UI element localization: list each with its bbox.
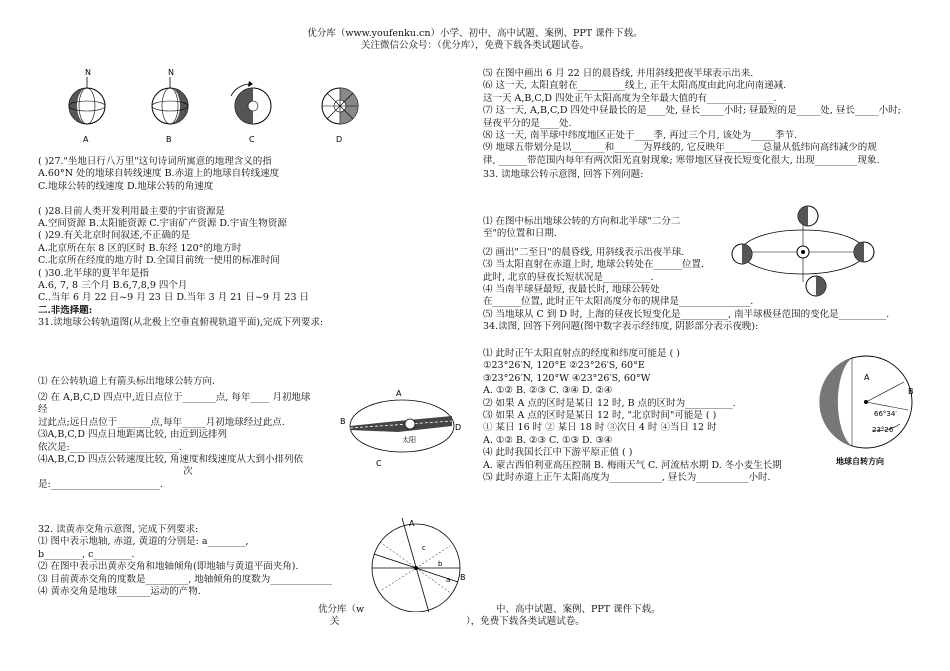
globe-c-label: C [249, 135, 255, 144]
header-line-1: 优分库（www.youfenku.cn）小学、初中、高中试题、案例、PPT 课件下载。 [307, 28, 643, 39]
q33-line: 至"的位置和日期. [483, 228, 557, 240]
q34-line: ⑶ 如果 A 点的区时是某日 12 时, "北京时间"可能是 ( ) [483, 409, 717, 421]
q34-line: A. 蒙古西伯利亚高压控制 B. 梅雨天气 C. 河流枯水期 D. 冬小麦生长期 [483, 459, 782, 471]
revolution-earth-bottom [806, 276, 826, 296]
right-line: ⑹ 这一天, 太阳直射在__________线上, 正午太阳高度由此向北向南递减. [483, 80, 787, 92]
left-line: A.6, 7, 8 三个月 B.6,7,8,9 四个月 [38, 279, 188, 291]
q31-title: 31.读地球公转轨道图(从北极上空垂直俯视轨道平面),完成下列要求: [38, 317, 324, 329]
left-questions-27-30 [38, 156, 478, 329]
rotation-label-a: A [864, 373, 870, 382]
rotation-caption: 地球自转方向 [836, 457, 884, 466]
header-line-2: 关注微信公众号：（优分库），免费下载各类试题试卷。 [360, 40, 589, 51]
left-line: C.地球公转的线速度 D.地球公转的角速度 [38, 180, 214, 192]
q34-line: A. ①② B. ②③ C. ①③ D. ③④ [483, 434, 613, 446]
q32-title: 32. 读黄赤交角示意图, 完成下列要求: [38, 524, 199, 535]
globe-c [231, 81, 271, 144]
q31-line: ⑵ 在 A,B,C,D 四点中,近日点位于_______点, 每年____ 月初地球 [38, 392, 311, 403]
right-line: 昼夜平分的是____处. [483, 117, 572, 129]
q34-line: ① 某日 16 时 ② 某日 18 时 ③次日 4 时 ④当日 12 时 [483, 422, 717, 434]
q31-line: ⑴ 在公转轨道上有箭头标出地球公转方向. [38, 376, 216, 387]
left-line: ( )27."坐地日行八万里"这句诗词所寓意的地理含义的指 [38, 156, 272, 167]
left-line: ( )29.有关北京时间叙述,不正确的是 [38, 230, 191, 242]
q33-line: ⑶ 当太阳直射在赤道上时, 地球公转处在______位置. [483, 259, 705, 271]
rotation-figure [812, 350, 922, 470]
globe-a-north-label: N [85, 68, 91, 77]
orbit-point-c: C [376, 459, 382, 468]
q34-line: ⑵ 如果 A 点的区时是某日 12 时, B 点的区时为__________. [483, 397, 736, 409]
obliquity-figure [360, 512, 472, 612]
right-line: ⑼ 地球五带划分是以_______和______为界线的, 它反映年________总量从低纬向高纬减少的规 [483, 142, 877, 154]
q33-line: ⑸ 当地球从 C 到 D 时, 上海的昼夜长短变化是__________, 南半球极昼范围的变化是__________. [483, 308, 890, 320]
footer-line-1-right: 中、高中试题、案例、PPT 课件下载。 [496, 604, 661, 615]
q33-line: ⑷ 当南半球昼最短, 夜最长时, 地球公转处 [483, 283, 660, 295]
q32-block [38, 524, 368, 598]
q31-line: 过此点;远日点位于_______点,每年_____月初地球经过此点. [38, 416, 285, 428]
revolution-earth-left [732, 244, 752, 264]
right-line: ⑺ 这一天, A,B,C,D 四处中昼最长的是____处, 昼长_____小时; 昼最短的是_____处, 昼长_____小时; [483, 105, 901, 117]
q32-line: ⑵ 在图中表示出黄赤交角和地轴倾角(即地轴与黄道平面夹角). [38, 561, 299, 573]
orbit-figure [340, 386, 465, 471]
globe-d-label: D [336, 135, 343, 144]
right-line: ⑸ 在图中画出 6 月 22 日的晨昏线, 并用斜线把夜半球表示出来. [483, 68, 754, 79]
revolution-earth-right [854, 242, 874, 262]
obliquity-label-a-upper: A [409, 519, 415, 528]
q34-line: ⑷ 此时我国长江中下游平原正值 ( ) [483, 447, 633, 459]
orbit-sun-label: 太阳 [402, 436, 416, 444]
left-line [38, 193, 478, 205]
q31-line: 是:_______________________. [38, 478, 163, 490]
left-line: C..当年 6 月 22 日~9 月 23 日 D.当年 3 月 21 日~9 月 23 日 [38, 292, 310, 304]
q34-body [483, 348, 813, 484]
q34-line: ③23°26′N, 120°W ④23°26′S, 60°W [483, 372, 651, 384]
left-line: ( )30.北半球的夏半年是指 [38, 267, 150, 279]
footer-line-1-left: 优分库（w [318, 604, 365, 615]
rotation-degree-1: 66°34′ [874, 410, 897, 418]
obliquity-label-b: b [438, 560, 443, 568]
q34-line: ①23°26′N, 120°E ②23°26′S, 60°E [483, 360, 645, 372]
right-line: 这一天 A,B,C,D 四处正午太阳高度为全年最大值的有______________. [483, 92, 777, 104]
globe-a-label: A [83, 135, 89, 144]
orbit-point-d: D [455, 423, 462, 432]
globe-a [69, 68, 105, 144]
q34-line: ⑸ 此时赤道上正午太阳高度为___________, 昼长为___________小时. [483, 471, 771, 483]
rotation-degree-2: 23°26′ [872, 426, 895, 434]
globe-b-label: B [166, 135, 172, 144]
q33-line: ⑴ 在图中标出地球公转的方向和北半球"二分二 [483, 216, 681, 227]
orbit-point-b: B [340, 417, 346, 426]
section-heading: 二.非选择题: [38, 304, 93, 316]
orbit-point-a: A [396, 389, 402, 398]
q34-line: A. ①② B. ②③ C. ③④ D. ②④ [483, 385, 613, 397]
q32-line: ⑴ 图中表示地轴, 赤道, 黄道的分别是: a________, [38, 536, 249, 548]
q31-body [38, 376, 338, 491]
q31-line: ⑶A,B,C,D 四点日地距离比较, 由近到远排列 [38, 429, 228, 441]
q32-line: ⑷ 黄赤交角是地球_______运动的产物. [38, 585, 201, 597]
revolution-figure [728, 200, 878, 300]
left-line: A.空间资源 B.太阳能资源 C.宇宙矿产资源 D.宇宙生物资源 [38, 217, 287, 229]
q32-line: ⑶ 目前黄赤交角的度数是_________, 地轴倾角的度数为_____________ [38, 573, 333, 585]
rotation-label-b: B [908, 387, 914, 396]
q33-title: 33. 读地球公转示意图, 回答下列问题: [483, 169, 644, 181]
obliquity-label-a: a [446, 576, 451, 584]
q31-line: 经 [38, 404, 48, 416]
q33-line: ⑵ 画出"二至日"的晨昏线, 用斜线表示出夜半球. [483, 246, 685, 258]
q31-line: ⑷A,B,C,D 四点公转速度比较, 角速度和线速度从大到小排列依 [38, 453, 304, 465]
left-line: A.60°N 处的地球自转线速度 B.赤道上的地球自转线速度 [38, 168, 280, 180]
footer-line-2-left: 关 [330, 616, 340, 627]
obliquity-label-c: c [422, 544, 426, 552]
q33-line: 在______位置, 此时正午太阳高度分布的规律是_______________. [483, 296, 754, 308]
footer-line-2-right: ），免费下载各类试题试卷。 [466, 616, 585, 627]
globe-d [322, 88, 358, 144]
left-line: C.北京所在经度的地方时 D.全国目前统一使用的标准时间 [38, 255, 280, 267]
globes-figure [35, 66, 375, 148]
q34-line: ⑴ 此时正午太阳直射点的经度和纬度可能是 ( ) [483, 348, 680, 359]
left-line: ( )28.目前人类开发利用最主要的宇宙资源是 [38, 205, 226, 217]
obliquity-label-b-upper: B [460, 573, 466, 582]
right-lines-q32-cont [483, 68, 923, 182]
q31-line: 依次是:_______________________. [38, 441, 182, 453]
left-line: A.北京所在东 8 区的区时 B.东经 120°的地方时 [38, 242, 242, 254]
globe-b [152, 68, 188, 144]
q33-line: 此时, 北京的昼夜长短状况是__________. [483, 271, 654, 283]
q34-title: 34.读图, 回答下列问题(图中数字表示经纬度, 阴影部分表示夜晚): [483, 321, 759, 333]
right-line: 律, ______带范围内每年有两次阳光直射现象; 寒带地区昼夜长短变化很大, 出现_________现象. [483, 154, 880, 166]
right-line: ⑻ 这一天, 南半球中纬度地区正处于____季, 再过三个月, 该处为_____季节. [483, 129, 797, 141]
revolution-earth-top [798, 206, 818, 226]
q31-line: 次 [183, 466, 193, 478]
globe-b-north-label: N [168, 68, 174, 77]
q32-line: b________, c________. [38, 548, 135, 560]
